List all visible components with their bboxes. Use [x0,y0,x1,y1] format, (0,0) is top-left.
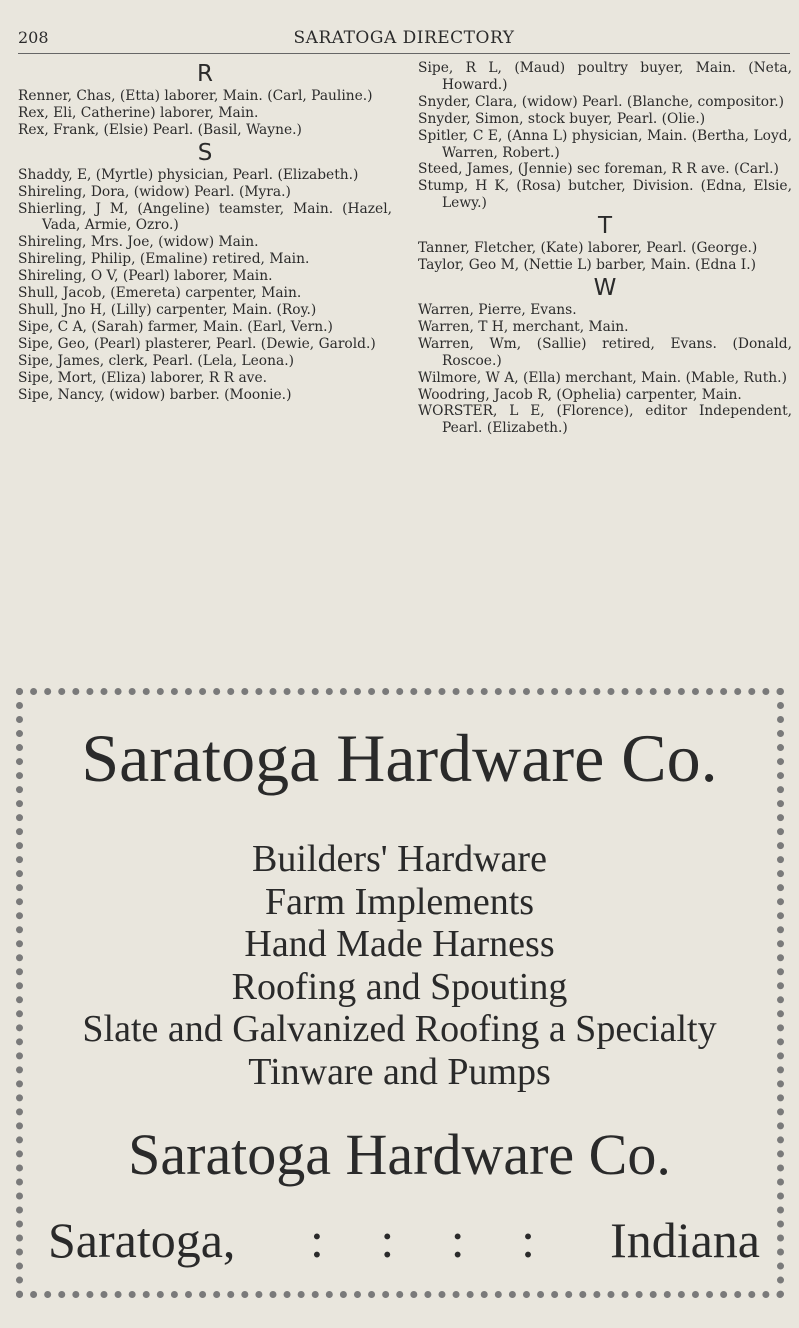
directory-entry: Rex, Eli, Catherine) laborer, Main. [18,104,259,121]
header-rule [18,53,790,54]
directory-entry: Rex, Frank, (Elsie) Pearl. (Basil, Wayne.) [18,121,302,138]
running-title: SARATOGA DIRECTORY [293,28,515,48]
directory-entry: Shaddy, E, (Myrtle) physician, Pearl. (Elizabeth.) [18,166,359,183]
directory-entry: Renner, Chas, (Etta) laborer, Main. (Carl, Pauline.) [18,88,373,104]
directory-entry: Shierling, J M, (Angeline) teamster, Main. (Hazel, Vada, Armie, Ozro.) [18,200,392,234]
directory-entry: Wilmore, W A, (Ella) merchant, Main. (Mable, Ruth.) [418,369,787,386]
directory-entry: Tanner, Fletcher, (Kate) laborer, Pearl. (George.) [418,240,758,257]
directory-entry: Sipe, Geo, (Pearl) plasterer, Pearl. (Dewie, Garold.) [18,335,376,352]
advertisement-title: Saratoga Hardware Co. [81,720,718,796]
directory-entry: Sipe, C A, (Sarah) farmer, Main. (Earl, Vern.) [18,318,333,335]
directory-entry: Spitler, C E, (Anna L) physician, Main. (Bertha, Loyd, Warren, Robert.) [418,127,792,161]
advertisement-body [0,838,799,1093]
ad-colons: : : : : [310,1212,536,1268]
directory-entry: Sipe, Nancy, (widow) barber. (Moonie.) [18,386,292,403]
directory-entry: Sipe, R L, (Maud) poultry buyer, Main. (Neta, Howard.) [418,60,792,93]
directory-entry: Stump, H K, (Rosa) butcher, Division. (Edna, Elsie, Lewy.) [418,178,792,212]
section-letter: R [197,61,213,87]
advertisement-footer [48,1205,760,1275]
ad-line-tinware-pumps: Tinware and Pumps [248,1050,551,1093]
directory-entry: Warren, Wm, (Sallie) retired, Evans. (Donald, Roscoe.) [418,335,792,369]
directory-entry: Shireling, Mrs. Joe, (widow) Main. [18,234,259,251]
directory-entry: Shireling, Dora, (widow) Pearl. (Myra.) [18,183,291,200]
directory-entry: Sipe, Mort, (Eliza) laborer, R R ave. [18,369,268,386]
directory-entry: Shireling, Philip, (Emaline) retired, Main. [18,251,310,268]
ad-city: Saratoga, [48,1212,236,1268]
section-letter: S [197,139,213,166]
ad-line-harness: Hand Made Harness [244,923,555,965]
advertisement-title-repeat: Saratoga Hardware Co. [128,1122,671,1187]
directory-entry: Shull, Jacob, (Emereta) carpenter, Main. [18,285,302,302]
directory-entry: Shireling, O V, (Pearl) laborer, Main. [18,268,273,285]
directory-entry: WORSTER, L E, (Florence), editor Independent, Pearl. (Elizabeth.) [418,403,792,437]
directory-entry: Warren, Pierre, Evans. [418,301,577,318]
ad-line-builders-hardware: Builders' Hardware [252,838,547,880]
directory-entry: Warren, T H, merchant, Main. [418,318,629,335]
left-column [18,60,392,403]
directory-entry: Snyder, Simon, stock buyer, Pearl. (Olie.) [418,110,706,127]
ad-line-farm-implements: Farm Implements [264,880,535,923]
right-column [418,60,792,437]
page-number: 208 [18,28,49,47]
directory-entry: Woodring, Jacob R, (Ophelia) carpenter, Main. [418,386,742,403]
directory-entry: Sipe, James, clerk, Pearl. (Lela, Leona.) [18,352,294,369]
section-letter: W [593,274,617,301]
directory-entry: Taylor, Geo M, (Nettie L) barber, Main. (Edna I.) [418,257,757,274]
page-header [18,28,790,54]
directory-entry: Shull, Jno H, (Lilly) carpenter, Main. (Roy.) [18,301,317,318]
ad-state: Indiana [610,1212,760,1268]
ad-line-slate-specialty: Slate and Galvanized Roofing a Specialty [82,1008,717,1050]
section-letter: T [597,213,613,240]
ad-line-roofing-spouting: Roofing and Spouting [231,965,568,1008]
directory-entry: Snyder, Clara, (widow) Pearl. (Blanche, compositor.) [418,93,784,110]
directory-entry: Steed, James, (Jennie) sec foreman, R R ave. (Carl.) [418,161,779,178]
